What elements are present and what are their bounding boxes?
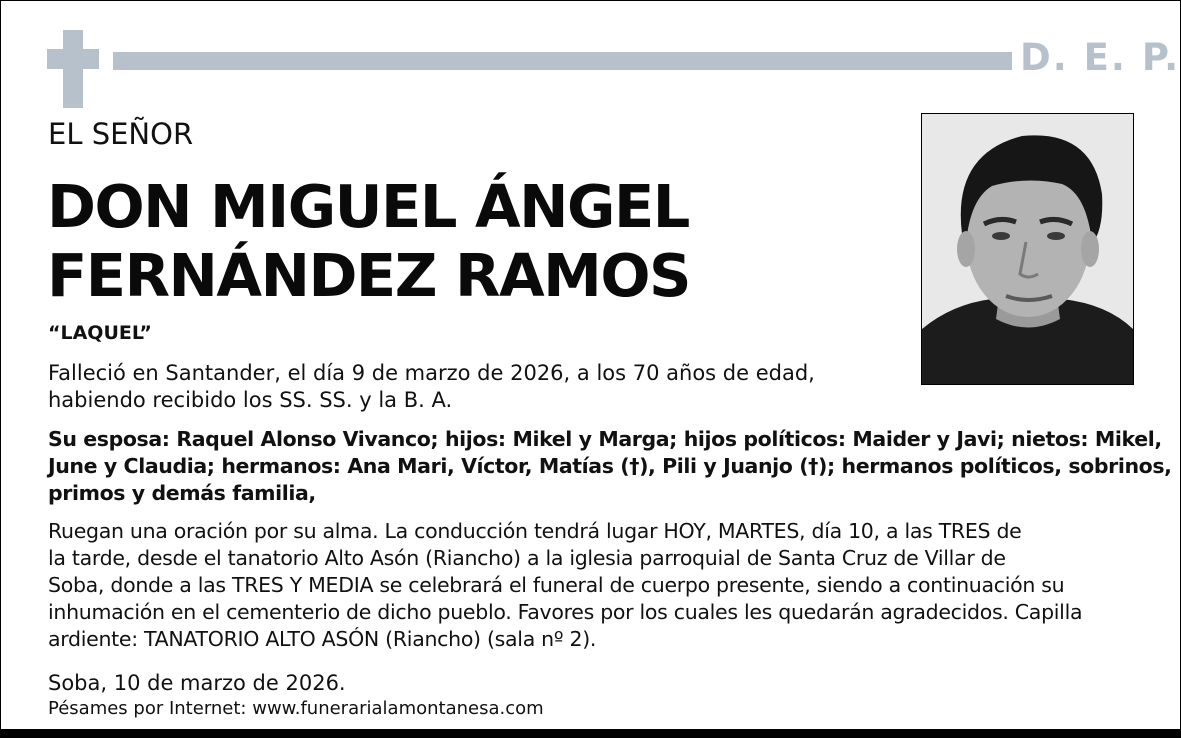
dep-label: D. E. P. <box>1020 36 1181 79</box>
header-rule <box>113 52 1012 70</box>
bottom-border <box>0 729 1181 738</box>
name-line-1: DON MIGUEL ÁNGEL <box>47 172 689 241</box>
death-line: habiendo recibido los SS. SS. y la B. A. <box>48 388 453 412</box>
nickname: “LAQUEL” <box>48 322 152 344</box>
family-line: June y Claudia; hermanos: Ana Mari, Víctor, Matías (†), Pili y Juanjo (†); hermanos políticos, sobrinos, <box>48 454 1172 478</box>
condolences-line: Pésames por Internet: www.funerarialamontanesa.com <box>48 698 544 719</box>
portrait-photo <box>921 113 1134 385</box>
cross-icon <box>63 30 83 108</box>
death-line: Falleció en Santander, el día 9 de marzo de 2026, a los 70 años de edad, <box>48 361 815 385</box>
funeral-line: inhumación en el cementerio de dicho pueblo. Favores por los cuales les quedarán agradecidos. Capilla <box>48 600 1083 624</box>
funeral-paragraph <box>48 518 1128 653</box>
name-line-2: FERNÁNDEZ RAMOS <box>47 241 691 310</box>
family-line: primos y demás familia, <box>48 481 316 505</box>
deceased-name <box>47 172 690 310</box>
place-date: Soba, 10 de marzo de 2026. <box>48 671 346 695</box>
funeral-line: ardiente: TANATORIO ALTO ASÓN (Riancho) (sala nº 2). <box>48 627 597 651</box>
funeral-line: la tarde, desde el tanatorio Alto Asón (Riancho) a la iglesia parroquial de Santa Cruz de Villar de <box>48 546 1006 570</box>
portrait-image <box>922 114 1133 384</box>
title-prefix: EL SEÑOR <box>48 117 194 151</box>
family-paragraph <box>48 426 1172 507</box>
cross-icon-bar <box>47 49 99 69</box>
family-line: Su esposa: Raquel Alonso Vivanco; hijos: Mikel y Marga; hijos políticos: Maider y Javi; nietos: Mikel, <box>48 427 1162 451</box>
funeral-line: Soba, donde a las TRES Y MEDIA se celebrará el funeral de cuerpo presente, siendo a continuación su <box>48 573 1065 597</box>
funeral-line: Ruegan una oración por su alma. La conducción tendrá lugar HOY, MARTES, día 10, a las TRES de <box>48 519 1022 543</box>
